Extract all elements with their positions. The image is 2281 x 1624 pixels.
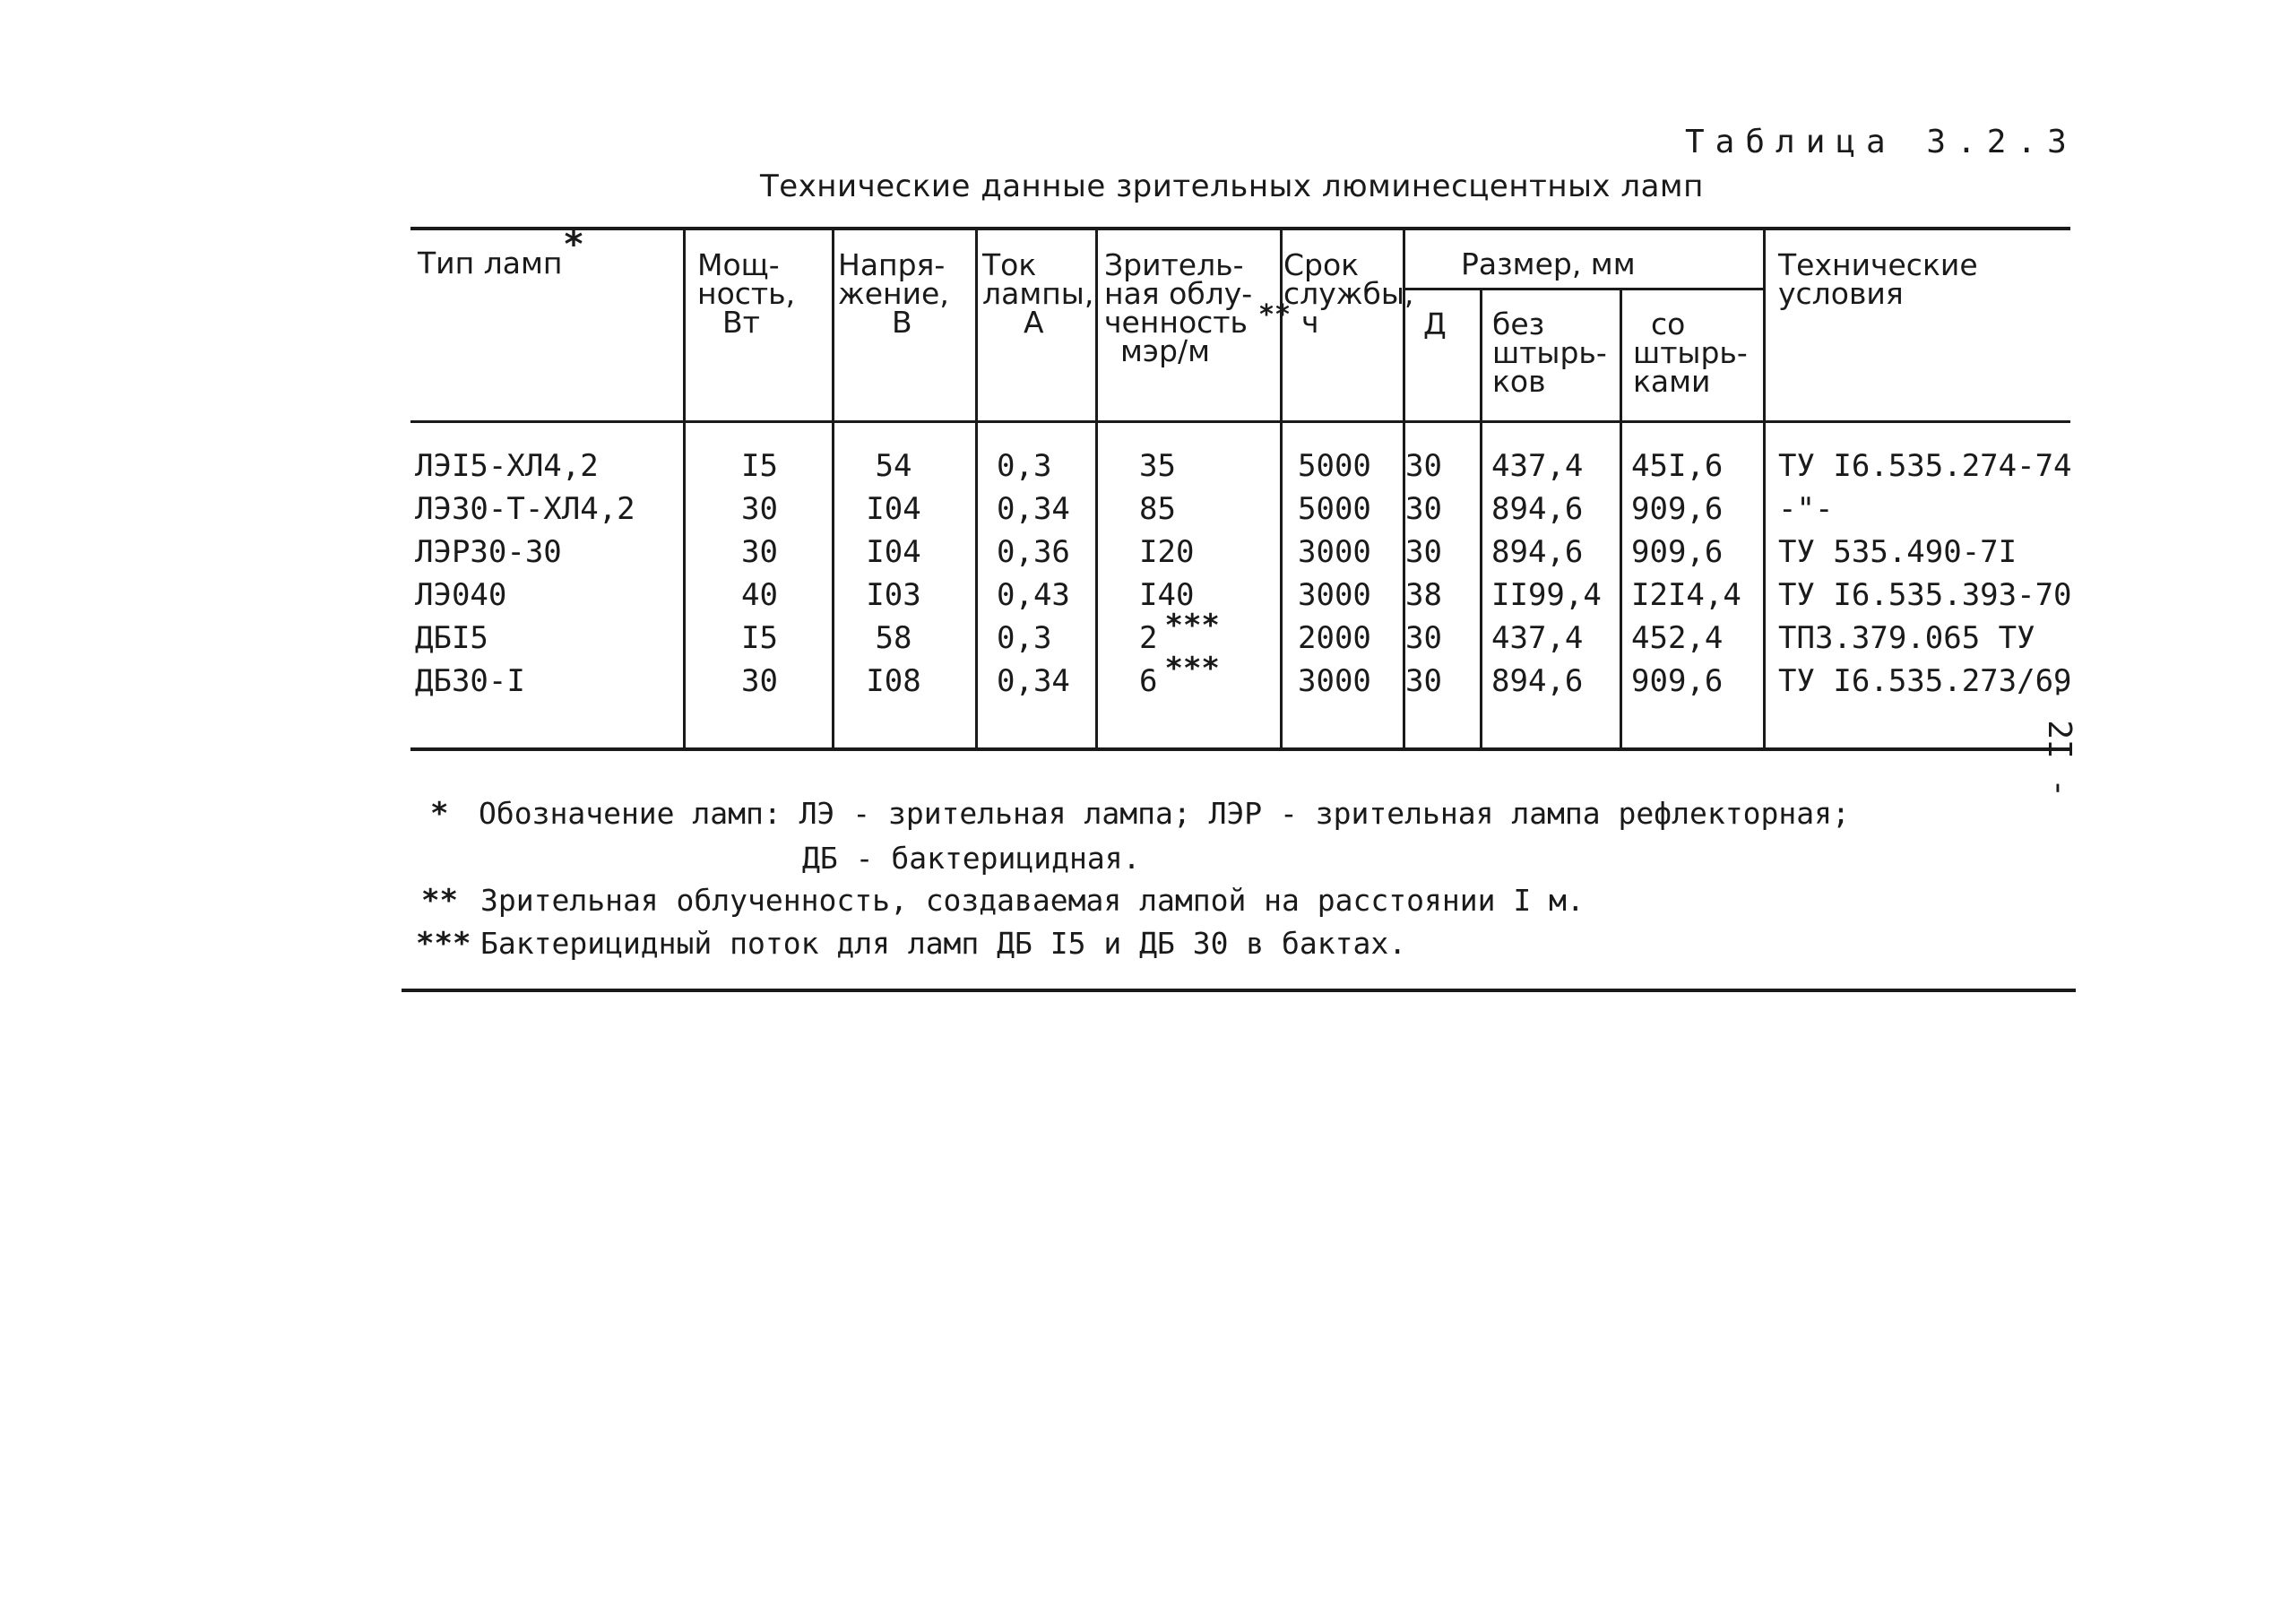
header-size-without-line2: штырь- xyxy=(1492,335,1607,370)
cell-spec: ТУ I6.535.274-74 xyxy=(1778,448,2072,484)
cell-size-with: 909,6 xyxy=(1631,663,1724,699)
header-power xyxy=(697,247,796,340)
footnote-mark: * xyxy=(430,796,449,832)
cell-size-with: 452,4 xyxy=(1631,620,1724,656)
cell-size-without: 437,4 xyxy=(1491,448,1584,484)
header-type xyxy=(418,246,563,281)
cell-power: 30 xyxy=(741,534,778,570)
header-current xyxy=(982,247,1094,340)
header-size-with-line1: со xyxy=(1651,307,1686,341)
table-row xyxy=(0,448,2281,494)
header-size-without xyxy=(1492,307,1607,399)
header-life-line2: службы, xyxy=(1283,276,1414,311)
header-voltage-line3: В xyxy=(892,305,912,340)
table-row xyxy=(0,651,2281,709)
cell-irradiance-mark: *** xyxy=(1164,651,1220,687)
cell-life: 5000 xyxy=(1298,491,1371,527)
table-bottom-rule xyxy=(410,747,2070,751)
header-bottom-rule xyxy=(410,420,2070,423)
header-type-label: Тип ламп xyxy=(418,246,563,281)
cell-size-d: 30 xyxy=(1405,620,1442,656)
cell-irradiance xyxy=(1139,651,1220,699)
cell-size-with: I2I4,4 xyxy=(1631,577,1741,613)
cell-life: 5000 xyxy=(1298,448,1371,484)
cell-power: I5 xyxy=(741,448,778,484)
cell-current: 0,3 xyxy=(997,448,1052,484)
header-size-without-line1: без xyxy=(1492,307,1545,341)
cell-current: 0,3 xyxy=(997,620,1052,656)
cell-power: 40 xyxy=(741,577,778,613)
cell-spec: -"- xyxy=(1778,491,1834,527)
header-voltage xyxy=(838,247,949,340)
cell-life: 3000 xyxy=(1298,534,1371,570)
footnote xyxy=(430,796,1850,832)
header-irradiance-footnote-mark: ** xyxy=(1258,299,1292,331)
cell-irradiance-mark: *** xyxy=(1164,608,1220,644)
header-specs xyxy=(1778,247,1978,311)
header-specs-line1: Технические xyxy=(1778,247,1978,282)
cell-irradiance-value: 2 xyxy=(1139,620,1158,656)
header-current-line2: лампы, xyxy=(982,276,1094,311)
cell-type: ЛЭР30-30 xyxy=(415,534,562,570)
table-row xyxy=(0,577,2281,623)
cell-size-d: 30 xyxy=(1405,448,1442,484)
cell-spec: ТУ I6.535.273/69 xyxy=(1778,663,2072,699)
header-power-line2: ность, xyxy=(697,276,796,311)
header-irradiance-line1: Зритель- xyxy=(1104,247,1244,282)
cell-irradiance xyxy=(1139,608,1220,656)
header-life-line1: Срок xyxy=(1283,247,1360,282)
cell-voltage: 54 xyxy=(875,448,912,484)
cell-size-d: 30 xyxy=(1405,491,1442,527)
table-number: Таблица 3.2.3 xyxy=(1685,124,2078,160)
cell-life: 3000 xyxy=(1298,663,1371,699)
cell-voltage: I04 xyxy=(866,491,921,527)
cell-size-without: 437,4 xyxy=(1491,620,1584,656)
cell-current: 0,43 xyxy=(997,577,1070,613)
cell-irradiance xyxy=(1139,534,1195,570)
cell-power: 30 xyxy=(741,663,778,699)
header-life xyxy=(1283,247,1414,340)
header-size-without-line3: ков xyxy=(1492,364,1546,399)
cell-current: 0,36 xyxy=(997,534,1070,570)
size-group-rule xyxy=(1403,288,1763,290)
page-number: - 2I - xyxy=(2041,681,2078,799)
cell-type: ЛЭ040 xyxy=(415,577,507,613)
header-irradiance-line2: ная облу- xyxy=(1104,276,1253,311)
header-size-with-line3: ками xyxy=(1633,364,1711,399)
cell-voltage: I08 xyxy=(866,663,921,699)
footnote xyxy=(802,841,1141,876)
cell-spec: ТУ I6.535.393-70 xyxy=(1778,577,2072,613)
cell-irradiance xyxy=(1139,577,1195,613)
header-size-group: Размер, мм xyxy=(1461,246,1636,281)
header-size-with-line2: штырь- xyxy=(1633,335,1748,370)
header-current-line3: А xyxy=(1024,305,1044,340)
header-size-with xyxy=(1633,307,1748,399)
footnote-text: Обозначение ламп: ЛЭ - зрительная лампа; ЛЭР - зрительная лампа рефлекторная; xyxy=(479,796,1850,831)
header-power-line1: Мощ- xyxy=(697,247,780,282)
cell-voltage: I03 xyxy=(866,577,921,613)
cell-voltage: I04 xyxy=(866,534,921,570)
header-irradiance-line4: мэр/м xyxy=(1120,333,1210,368)
cell-irradiance xyxy=(1139,491,1176,527)
cell-size-with: 909,6 xyxy=(1631,534,1724,570)
footnote-mark: *** xyxy=(416,926,471,962)
cell-irradiance-value: I20 xyxy=(1139,534,1195,570)
cell-power: 30 xyxy=(741,491,778,527)
cell-power: I5 xyxy=(741,620,778,656)
header-voltage-line2: жение, xyxy=(838,276,949,311)
cell-size-d: 38 xyxy=(1405,577,1442,613)
cell-irradiance-value: I40 xyxy=(1139,577,1195,613)
header-power-line3: Вт xyxy=(722,305,760,340)
cell-type: ЛЭ30-Т-ХЛ4,2 xyxy=(415,491,635,527)
table-row xyxy=(0,608,2281,666)
cell-size-without: 894,6 xyxy=(1491,663,1584,699)
header-life-line3: ч xyxy=(1301,305,1319,340)
cell-size-without: 894,6 xyxy=(1491,534,1584,570)
cell-irradiance-value: 85 xyxy=(1139,491,1176,527)
header-irradiance-line3: ченность xyxy=(1104,305,1248,340)
table-row xyxy=(0,534,2281,580)
table-caption: Технические данные зрительных люминесцентных ламп xyxy=(760,168,1704,204)
cell-life: 3000 xyxy=(1298,577,1371,613)
header-type-footnote-mark: * xyxy=(563,224,585,265)
footnote-text: ДБ - бактерицидная. xyxy=(802,841,1141,876)
cell-irradiance xyxy=(1139,448,1176,484)
cell-size-d: 30 xyxy=(1405,663,1442,699)
table-top-rule xyxy=(410,227,2070,230)
cell-type: ДБ30-I xyxy=(415,663,525,699)
cell-size-d: 30 xyxy=(1405,534,1442,570)
cell-current: 0,34 xyxy=(997,663,1070,699)
cell-spec: ТУ 535.490-7I xyxy=(1778,534,2017,570)
header-specs-line2: условия xyxy=(1778,276,1904,311)
footnote xyxy=(421,883,1585,919)
cell-size-without: II99,4 xyxy=(1491,577,1602,613)
cell-spec: ТПЗ.379.065 ТУ xyxy=(1778,620,2035,656)
cell-voltage: 58 xyxy=(875,620,912,656)
header-voltage-line1: Напря- xyxy=(838,247,946,282)
cell-irradiance-value: 35 xyxy=(1139,448,1176,484)
cell-size-with: 45I,6 xyxy=(1631,448,1724,484)
cell-size-with: 909,6 xyxy=(1631,491,1724,527)
footnote xyxy=(416,926,1406,962)
cell-type: ДБI5 xyxy=(415,620,488,656)
header-irradiance xyxy=(1104,247,1253,368)
footnote-text: Зрительная облученность, создаваемая лампой на расстоянии I м. xyxy=(480,883,1585,918)
cell-size-without: 894,6 xyxy=(1491,491,1584,527)
cell-current: 0,34 xyxy=(997,491,1070,527)
header-current-line1: Ток xyxy=(982,247,1037,282)
table-row xyxy=(0,491,2281,537)
cell-life: 2000 xyxy=(1298,620,1371,656)
footnote-mark: ** xyxy=(421,883,458,919)
cell-type: ЛЭI5-ХЛ4,2 xyxy=(415,448,599,484)
footnotes-bottom-rule xyxy=(402,989,2076,992)
cell-irradiance-value: 6 xyxy=(1139,663,1158,699)
header-size-d: Д xyxy=(1423,307,1447,341)
footnote-text: Бактерицидный поток для ламп ДБ I5 и ДБ 30 в бактах. xyxy=(480,926,1407,961)
